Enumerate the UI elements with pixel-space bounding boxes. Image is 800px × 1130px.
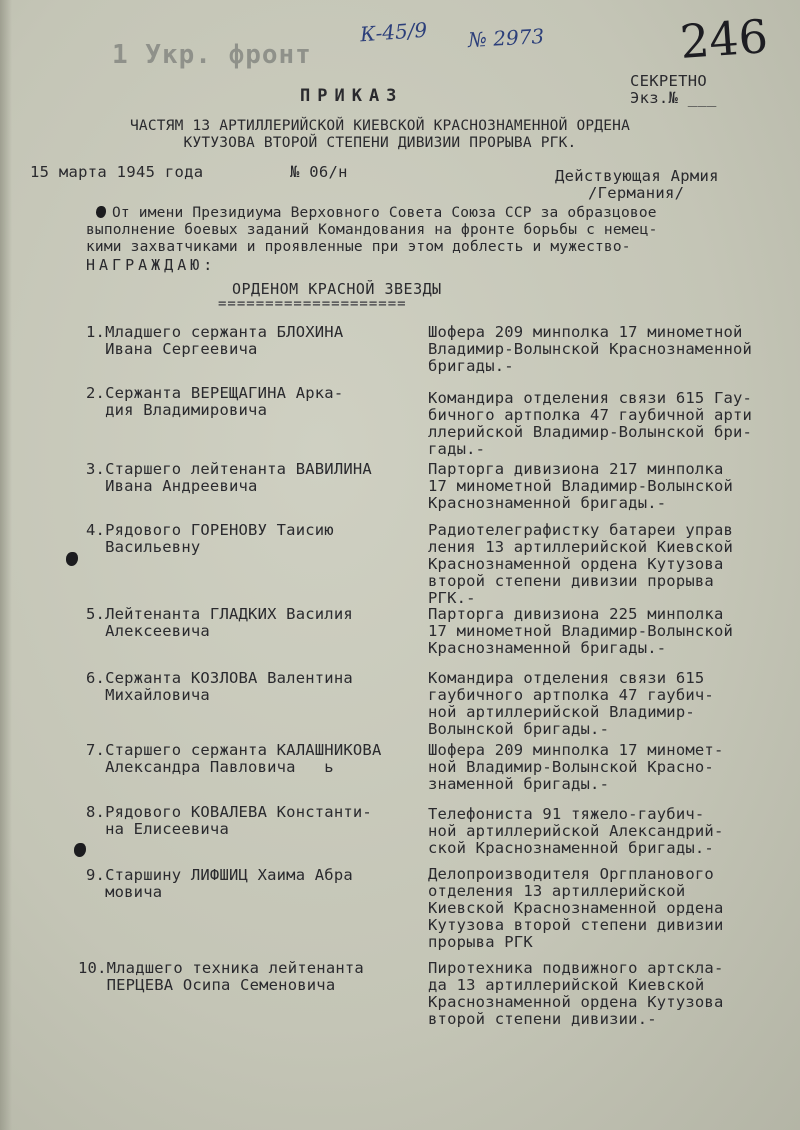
recipient-name: 2.Сержанта ВЕРЕЩАГИНА Арка- дия Владимировича	[86, 384, 344, 419]
heading-line: КУТУЗОВА ВТОРОЙ СТЕПЕНИ ДИВИЗИИ ПРОРЫВА РГК.	[183, 135, 577, 151]
handwritten-document-number: № 2973	[467, 24, 545, 52]
recipient-name: 5.Лейтенанта ГЛАДКИХ Василия Алексеевича	[86, 605, 353, 640]
paper-edge-shadow	[0, 0, 12, 1130]
recipient-position: Командира отделения связи 615 Гау- бичного артполка 47 гаубичной арти ллерийской Владимир-Волынской бри- гады.-	[428, 389, 753, 458]
handwritten-page-number: 246	[678, 9, 770, 69]
recipient-position: Парторга дивизиона 217 минполка 17 минометной Владимир-Волынской Краснознаменной бригады.-	[428, 460, 734, 512]
ink-blot	[96, 206, 106, 218]
order-date: 15 марта 1945 года	[30, 163, 204, 181]
heading-line: ЧАСТЯМ 13 АРТИЛЛЕРИЙСКОЙ КИЕВСКОЙ КРАСНОЗНАМЕННОЙ ОРДЕНА	[129, 118, 631, 134]
recipient-name: 10.Младшего техника лейтенанта ПЕРЦЕВА Осипа Семеновича	[78, 959, 364, 994]
copy-number-label: Экз.№ ___	[630, 89, 717, 107]
recipient-position: Делопроизводителя Оргпланового отделения 13 артиллерийской Киевской Краснознаменной ордена Кутузова второй степени дивизии прорыва РГК	[428, 865, 724, 951]
awarded-label: НАГРАЖДАЮ:	[86, 256, 217, 274]
handwritten-archive-number: К-45/9	[359, 17, 428, 47]
recipient-position: Пиротехника подвижного артскла- да 13 артиллерийской Киевской Краснознаменной ордена Кутузова второй степени дивизии.-	[428, 959, 724, 1028]
recipient-position: Радиотелеграфистку батареи управ ления 13 артиллерийской Киевской Краснознаменной ордена Кутузова второй степени дивизии прорыва РГК.-	[428, 521, 734, 607]
recipient-name: 7.Старшего сержанта КАЛАШНИКОВА Александра Павловича ь	[86, 741, 382, 776]
recipient-position: Командира отделения связи 615 гаубичного артполка 47 гаубич- ной артиллерийской Владимир- Волынской бригады.-	[428, 669, 714, 738]
preamble-line-2: выполнение боевых заданий Командования на фронте борьбы с немец-	[86, 222, 658, 238]
ink-blot	[66, 552, 78, 566]
document-title: ПРИКАЗ	[300, 86, 404, 106]
ink-blot	[74, 843, 86, 857]
recipient-position: Парторга дивизиона 225 минполка 17 минометной Владимир-Волынской Краснознаменной бригады.-	[428, 605, 734, 657]
recipient-name: 6.Сержанта КОЗЛОВА Валентина Михайловича	[86, 669, 353, 704]
document-heading	[80, 118, 680, 152]
location-line-2: /Германия/	[588, 184, 685, 202]
recipient-position: Шофера 209 минполка 17 минометной Владимир-Волынской Краснознаменной бригады.-	[428, 323, 753, 375]
order-name-underline: ====================	[218, 296, 407, 312]
recipient-name: 8.Рядового КОВАЛЕВА Константи- на Елисеевича	[86, 803, 372, 838]
secrecy-label: СЕКРЕТНО	[630, 72, 708, 90]
recipient-name: 3.Старшего лейтенанта ВАВИЛИНА Ивана Андреевича	[86, 460, 372, 495]
recipient-position: Шофера 209 минполка 17 миномет- ной Владимир-Волынской Красно- знаменной бригады.-	[428, 741, 724, 793]
order-number: № 06/н	[290, 163, 348, 181]
preamble-line-3: кими захватчиками и проявленные при этом доблесть и мужество-	[86, 239, 631, 255]
recipient-name: 1.Младшего сержанта БЛОХИНА Ивана Сергеевича	[86, 323, 344, 358]
recipient-name: 9.Старшину ЛИФШИЦ Хаима Абра мовича	[86, 866, 353, 901]
recipient-position: Телефониста 91 тяжело-гаубич- ной артиллерийской Александрий- ской Краснознаменной бригады.-	[428, 805, 724, 857]
location-line-1: Действующая Армия	[555, 167, 719, 185]
order-name-heading: ОРДЕНОМ КРАСНОЙ ЗВЕЗДЫ	[232, 280, 442, 298]
recipient-name: 4.Рядового ГОРЕНОВУ Таисию Васильевну	[86, 521, 334, 556]
faded-front-stamp: 1 Укр. фронт	[112, 40, 312, 70]
preamble-line-1: От имени Президиума Верховного Совета Союза ССР за образцовое	[112, 205, 657, 221]
